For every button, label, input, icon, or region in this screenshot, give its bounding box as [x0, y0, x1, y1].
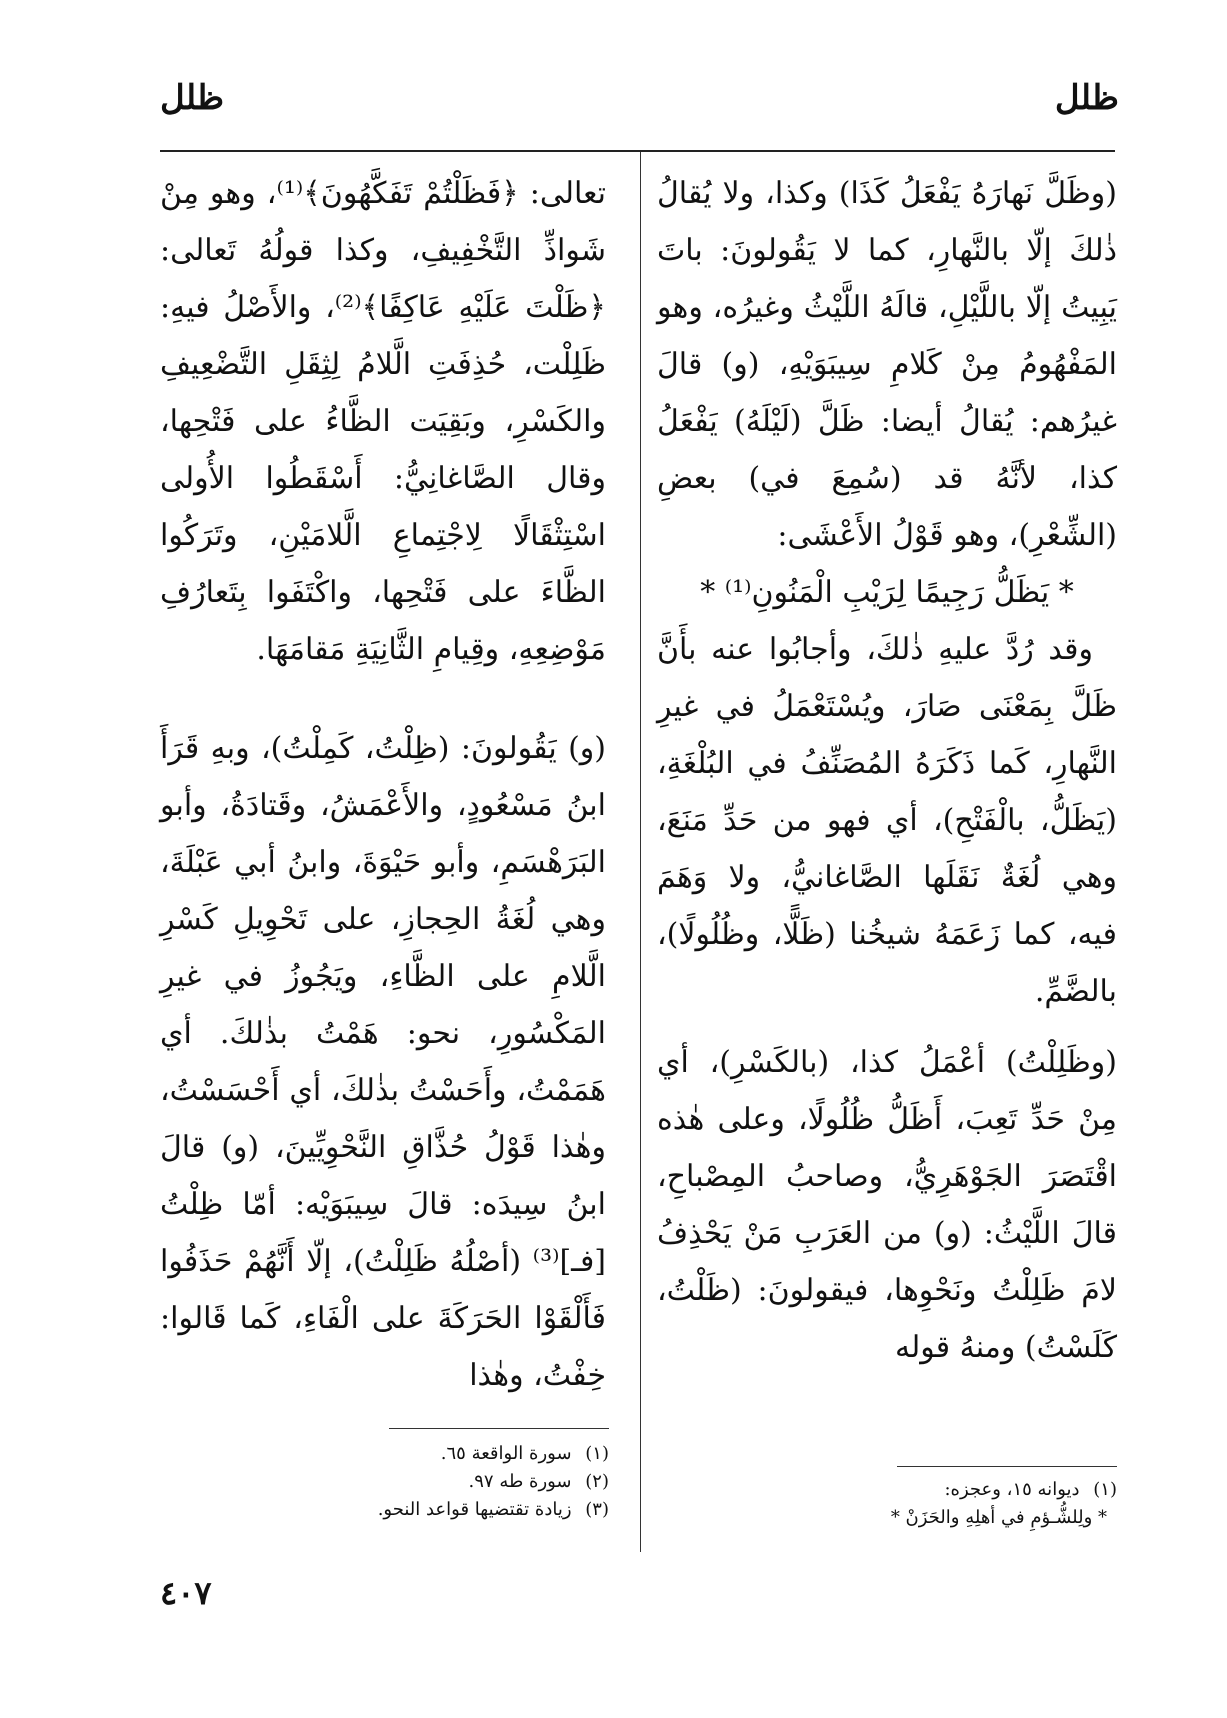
footnote-text: زيادة تقتضيها قواعد النحو.	[377, 1499, 572, 1520]
footnote-left-3	[149, 1496, 609, 1524]
footnote-rule-right	[897, 1466, 1117, 1467]
left-paragraph-1: تعالى: ﴿فَظَلْتُمْ تَفَكَّهُونَ﴾⁽¹⁾، وهو مِنْ شَواذِّ التَّخْفِيفِ، وكذا قولُهُ تَعالى: ﴿ظَلْتَ عَلَيْهِ عَاكِفًا﴾⁽²⁾، والأَصْلُ فيهِ: ظَلِلْت، حُذِفَتِ الَّلامُ لِثِقَلِ التَّضْعِيفِ والكَسْرِ، وبَقِيَت الظَّاءُ على فَتْحِها، وقال الصَّاغانِيُّ: أَسْقَطُوا الأُولى اسْتِثْقَالًا لِاجْتِماعِ الَّلامَيْنِ، وتَرَكُوا الظَّاءَ على فَتْحِها، واكْتَفَوا بِتَعارُفِ مَوْضِعِهِ، وقِيامِ الثَّانِيَةِ مَقامَهَا.	[160, 176, 606, 667]
left-paragraph-2: (و) يَقُولونَ: (ظِلْتُ، كَمِلْتُ)، وبهِ قَرَأَ ابنُ مَسْعُودٍ، والأَعْمَشُ، وقَتادَةُ، وأبو البَرَهْسَمِ، وأبو حَيْوَةَ، وابنُ أبي عَبْلَةَ، وهي لُغَةُ الحِجازِ، على تَحْوِيلِ كَسْرِ الَّلامِ على الظَّاءِ، ويَجُوزُ في غيرِ المَكْسُورِ، نحو: هَمْتُ بذٰلكَ. أي هَمَمْتُ، وأَحَسْتُ بذٰلكَ، أي أَحْسَسْتُ، وهٰذا قَوْلُ حُذَّاقِ النَّحْوِيِّينَ، (و) قالَ ابنُ سِيدَه: قالَ سِيبَوَيْه: أمّا ظِلْتُ [فـ]⁽³⁾ (أصْلُهُ ظَلِلْتُ)، إلّا أَنَّهُمْ حَذَفُوا فَأَلْقَوْا الحَرَكَةَ على الْفَاءِ، كَما قَالوا: خِفْتُ، وهٰذا	[160, 731, 606, 1393]
footnote-rule-left	[389, 1428, 609, 1429]
footnote-verse: * ولِلشُّـؤمِ في أهلِهِ والحَزَنْ *	[890, 1507, 1107, 1528]
right-paragraph-3: (وظَلِلْتُ) أعْمَلُ كذا، (بالكَسْرِ)، أي مِنْ حَدِّ تَعِبَ، أَظَلُّ ظُلُولًا، وعلى هٰذه اقْتَصَرَ الجَوْهَرِيُّ، وصاحبُ المِصْباحِ، قالَ اللَّيْثُ: (و) من العَرَبِ مَنْ يَحْذِفُ لامَ ظَلِلْتُ ونَحْوِها، فيقولونَ: (ظَلْتُ، كَلَسْتُ) ومنهُ قوله	[657, 1045, 1117, 1365]
footnote-left-1	[149, 1440, 609, 1468]
footnote-left-2	[149, 1468, 609, 1496]
right-paragraph-1: (وظَلَّ نَهارَهُ يَفْعَلُ كَذَا) وكذا، ولا يُقالُ ذٰلكَ إلّا بالنَّهارِ، كما لا يَقُولونَ: باتَ يَبِيتُ إلّا باللَّيْلِ، قالَهُ اللَّيْثُ وغيرُه، وهو المَفْهُومُ مِنْ كَلامِ سِيبَوَيْهِ، (و) قالَ غيرُهم: يُقالُ أيضا: ظَلَّ (لَيْلَهُ) يَفْعَلُ كذا، لأنَّهُ قد (سُمِعَ في) بعضِ (الشِّعْرِ)، وهو قَوْلُ الأَعْشَى:	[657, 176, 1117, 553]
footnote-text: سورة طه ٩٧.	[468, 1471, 572, 1492]
footnote-right-1	[657, 1476, 1117, 1504]
column-divider	[640, 152, 641, 1552]
footnotes-left	[149, 1440, 609, 1524]
header-rule	[160, 150, 1115, 152]
right-verse: * يَظَلُّ رَجِيمًا لِرَيْبِ الْمَنُونِ⁽¹⁾ *	[700, 575, 1074, 610]
footnote-text: ديوانه ١٥، وعجزه:	[944, 1479, 1080, 1500]
footnote-number: (٣)	[585, 1499, 609, 1520]
running-head-left: ظلل	[160, 78, 225, 118]
running-head-right: ظلل	[1054, 78, 1119, 118]
footnotes-right	[657, 1476, 1117, 1532]
right-paragraph-2: وقد رُدَّ عليهِ ذٰلكَ، وأجابُوا عنه بأَنَّ ظَلَّ بِمَعْنَى صَارَ، ويُسْتَعْمَلُ في غيرِ النَّهارِ، كَما ذَكَرَهُ المُصَنِّفُ في البُلْغَةِ، (يَظَلُّ، بالْفَتْحِ)، أي فهو من حَدِّ مَنَعَ، وهي لُغَةٌ نَقَلَها الصَّاغانيُّ، ولا وَهَمَ فيه، كما زَعَمَهُ شيخُنا (ظَلًّا، وظُلُولًا)، بالضَّمِّ.	[657, 632, 1117, 1009]
footnote-number: (١)	[1093, 1479, 1117, 1500]
footnote-number: (٢)	[585, 1471, 609, 1492]
left-column	[160, 165, 606, 1404]
footnote-number: (١)	[585, 1443, 609, 1464]
footnote-text: سورة الواقعة ٦٥.	[440, 1443, 572, 1464]
right-column	[657, 165, 1117, 1376]
page-number: ٤٠٧	[160, 1574, 212, 1612]
